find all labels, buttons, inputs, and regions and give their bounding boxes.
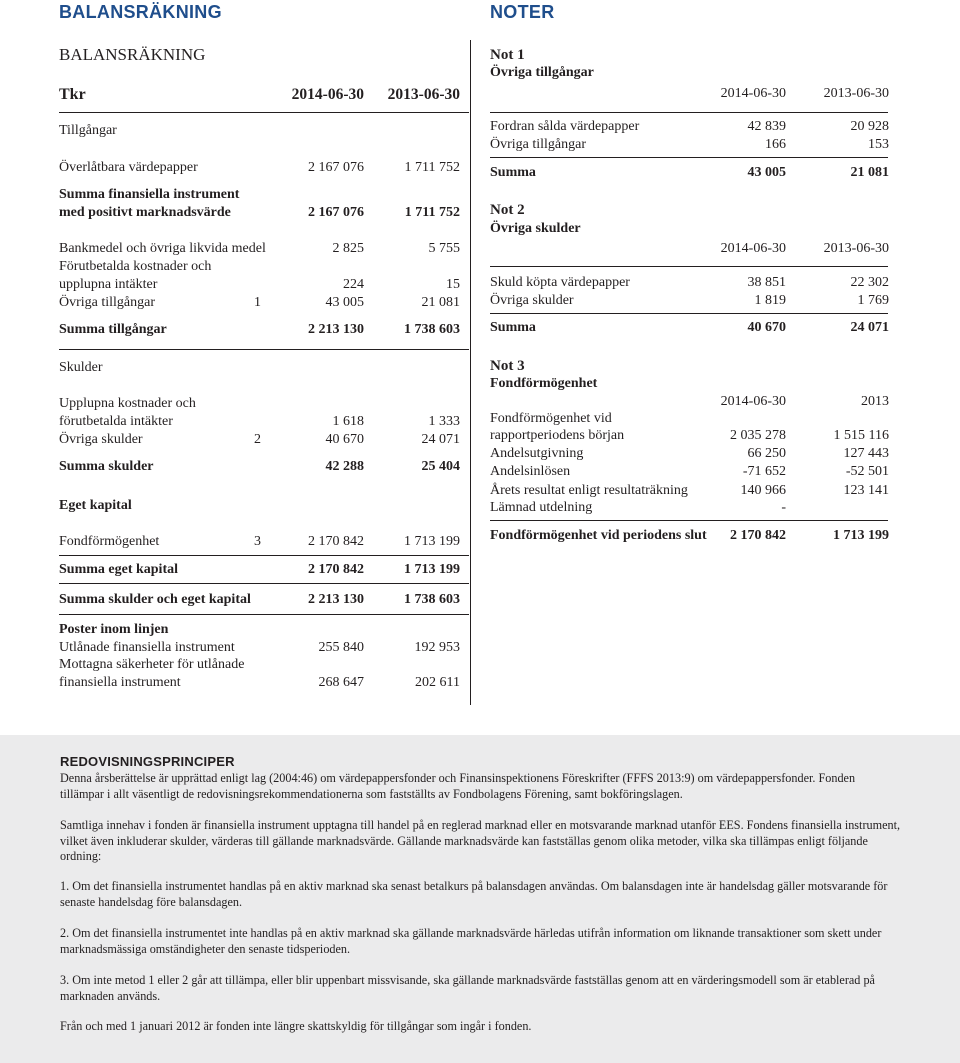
- row-label: Summa finansiella instrument: [59, 187, 240, 202]
- row-value-2013: 25 404: [421, 459, 460, 474]
- row-value-2014: 43 005: [747, 165, 786, 180]
- row-rule: [490, 157, 888, 158]
- row-label: rapportperiodens början: [490, 428, 625, 443]
- row-label: Andelsinlösen: [490, 464, 571, 479]
- row-label: förutbetalda intäkter: [59, 414, 173, 429]
- section-title-balansrakning: BALANSRÄKNING: [59, 2, 222, 22]
- row-value-2013: 202 611: [415, 675, 460, 690]
- row-value-2014: 140 966: [740, 483, 786, 498]
- row-value-2014: 40 670: [325, 432, 364, 447]
- col-header-2014: 2014-06-30: [720, 394, 786, 409]
- row-value-2013: 1 713 199: [404, 562, 460, 577]
- row-label: Summa eget kapital: [59, 562, 178, 577]
- col-header-2014: 2014-06-30: [291, 86, 364, 103]
- paragraph: Samtliga innehav i fonden är finansiella instrument upptagna till handel på en reglerad marknad eller en motsvarande marknad utanför EES. Fondens finansiella instrument, vilket även inkluderar skulder, värderas till gällande marknadsvärde. Gällande marknadsvärde kan fastställas genom olika metoder, vilka ska tillämpas enligt följande ordning:: [60, 818, 901, 863]
- row-value-2013: 1 515 116: [833, 428, 889, 443]
- row-value-2014: 66 250: [747, 446, 786, 461]
- row-value-2013: 5 755: [428, 241, 460, 256]
- row-value-2014: 2 167 076: [308, 205, 364, 220]
- col-header-2013: 2013-06-30: [823, 86, 889, 101]
- row-value-2013: 24 071: [850, 320, 889, 335]
- paragraph: 2. Om det finansiella instrumentet inte handlas på en aktiv marknad ska gällande marknadsvärde härledas utifrån information om liknande transaktioner som skett under marknadsmässiga omständigheter den senaste tidsperioden.: [60, 926, 882, 956]
- note-heading: Not 2: [490, 202, 525, 218]
- col-header-2013: 2013-06-30: [823, 241, 889, 256]
- group-heading-eget-kapital: Eget kapital: [59, 498, 132, 513]
- row-value-2014: 43 005: [325, 295, 364, 310]
- row-value-2013: 192 953: [414, 640, 460, 655]
- note-ref: 1: [254, 295, 261, 310]
- row-value-2013: 1 738 603: [404, 592, 460, 607]
- section-rule: [59, 614, 469, 615]
- row-value-2014: 255 840: [318, 640, 364, 655]
- section-title-noter: NOTER: [490, 2, 555, 22]
- row-value-2013: 1 713 199: [833, 528, 889, 543]
- row-value-2014: 2 213 130: [308, 592, 364, 607]
- row-label: Andelsutgivning: [490, 446, 584, 461]
- row-label: Summa: [490, 320, 536, 335]
- row-value-2014: 268 647: [318, 675, 364, 690]
- row-label: Mottagna säkerheter för utlånade: [59, 657, 245, 672]
- row-label: Fondförmögenhet: [59, 534, 160, 549]
- row-value-2013: 1 711 752: [404, 160, 460, 175]
- row-value-2014: 2 170 842: [308, 534, 364, 549]
- row-value-2013: 21 081: [850, 165, 889, 180]
- row-label: Övriga tillgångar: [490, 137, 587, 152]
- row-label: Summa skulder och eget kapital: [59, 592, 251, 607]
- paragraph: 3. Om inte metod 1 eller 2 går att tillämpa, eller blir uppenbart missvisande, ska gällande marknadsvärde fastställas genom att en värderingsmodell som är etablerad på marknaden används.: [60, 973, 875, 1003]
- row-label: Överlåtbara värdepapper: [59, 160, 198, 175]
- group-heading-skulder: Skulder: [59, 360, 103, 375]
- row-value-2014: 38 851: [747, 275, 786, 290]
- row-value-2013: 1 333: [428, 414, 460, 429]
- row-value-2014: 2 167 076: [308, 160, 364, 175]
- row-value-2014: 2 213 130: [308, 322, 364, 337]
- note-rule: [490, 266, 888, 267]
- note-rule: [490, 112, 888, 113]
- note-ref: 2: [254, 432, 261, 447]
- row-value-2013: 1 769: [857, 293, 889, 308]
- row-label: Bankmedel och övriga likvida medel: [59, 241, 266, 256]
- row-value-2013: 21 081: [421, 295, 460, 310]
- row-value-2014: 166: [765, 137, 786, 152]
- row-value-2013: 127 443: [843, 446, 889, 461]
- row-label: Årets resultat enligt resultaträkning: [490, 483, 688, 498]
- row-rule: [59, 555, 469, 556]
- col-header-2013: 2013-06-30: [387, 86, 460, 103]
- row-value-2014: -: [781, 500, 786, 515]
- col-header-2014: 2014-06-30: [720, 86, 786, 101]
- row-label: Summa tillgångar: [59, 322, 167, 337]
- row-value-2013: 153: [868, 137, 889, 152]
- paragraph: 1. Om det finansiella instrumentet handlas på en aktiv marknad ska senast betalkurs på balansdagen användas. Om balansdagen inte är handelsdag gäller motsvarande för senaste handelsdag före balansdagen.: [60, 879, 888, 909]
- row-label: Fordran sålda värdepapper: [490, 119, 640, 134]
- row-value-2014: 224: [343, 277, 364, 292]
- row-value-2014: 1 819: [754, 293, 786, 308]
- row-value-2013: 1 711 752: [404, 205, 460, 220]
- row-value-2013: 24 071: [421, 432, 460, 447]
- row-label: Övriga skulder: [59, 432, 143, 447]
- row-label: Fondförmögenhet vid: [490, 411, 612, 426]
- row-label: Övriga tillgångar: [59, 295, 156, 310]
- row-label: Fondförmögenhet vid periodens slut: [490, 528, 707, 543]
- col-header-2014: 2014-06-30: [720, 241, 786, 256]
- row-value-2014: 1 618: [332, 414, 364, 429]
- row-label: Upplupna kostnader och: [59, 396, 196, 411]
- accounting-principles-title: REDOVISNINGSPRINCIPER: [60, 754, 235, 769]
- row-value-2014: 40 670: [747, 320, 786, 335]
- note-subheading: Övriga tillgångar: [490, 65, 594, 80]
- header-rule: [59, 112, 469, 113]
- row-value-2014: -71 652: [742, 464, 786, 479]
- row-value-2014: 2 825: [332, 241, 364, 256]
- note-heading: Not 3: [490, 358, 525, 374]
- unit-label: Tkr: [59, 86, 86, 103]
- section-rule: [59, 349, 469, 350]
- row-value-2013: 20 928: [850, 119, 889, 134]
- note-ref: 3: [254, 534, 261, 549]
- row-label: Skuld köpta värdepapper: [490, 275, 630, 290]
- row-label: upplupna intäkter: [59, 277, 158, 292]
- row-value-2014: 42 839: [747, 119, 786, 134]
- row-label: Summa: [490, 165, 536, 180]
- doc-title: BALANSRÄKNING: [59, 45, 206, 64]
- row-label: Utlånade finansiella instrument: [59, 640, 235, 655]
- row-rule: [490, 520, 888, 521]
- row-value-2014: 42 288: [325, 459, 364, 474]
- column-divider: [470, 40, 471, 705]
- row-value-2014: 2 170 842: [308, 562, 364, 577]
- row-value-2013: 15: [446, 277, 460, 292]
- paragraph: Denna årsberättelse är upprättad enligt lag (2004:46) om värdepappersfonder och Finansinspektionens Föreskrifter (FFFS 2013:9) om värdepappersfonder. Fonden tillämpar i allt väsentligt de redovisningsrekommendationerna som fastställts av Fondbolagens Förening, samt bokföringslagen.: [60, 771, 856, 801]
- row-value-2014: 2 170 842: [730, 528, 786, 543]
- row-value-2014: 2 035 278: [730, 428, 786, 443]
- row-label: Lämnad utdelning: [490, 500, 593, 515]
- group-heading-tillgangar: Tillgångar: [59, 123, 117, 138]
- row-label: Förutbetalda kostnader och: [59, 259, 212, 274]
- row-label: Summa skulder: [59, 459, 154, 474]
- row-value-2013: 22 302: [850, 275, 889, 290]
- row-value-2013: 1 713 199: [404, 534, 460, 549]
- group-heading-poster: Poster inom linjen: [59, 622, 169, 637]
- note-subheading: Fondförmögenhet: [490, 376, 598, 391]
- note-subheading: Övriga skulder: [490, 221, 581, 236]
- col-header-2013: 2013: [861, 394, 889, 409]
- row-rule: [59, 583, 469, 584]
- row-label: Övriga skulder: [490, 293, 574, 308]
- paragraph: Från och med 1 januari 2012 är fonden inte längre skattskyldig för tillgångar som ingår i fonden.: [60, 1019, 532, 1033]
- row-label: med positivt marknadsvärde: [59, 205, 231, 220]
- row-label: finansiella instrument: [59, 675, 181, 690]
- row-value-2013: -52 501: [845, 464, 889, 479]
- row-rule: [490, 313, 888, 314]
- note-heading: Not 1: [490, 47, 525, 63]
- row-value-2013: 1 738 603: [404, 322, 460, 337]
- row-value-2013: 123 141: [843, 483, 889, 498]
